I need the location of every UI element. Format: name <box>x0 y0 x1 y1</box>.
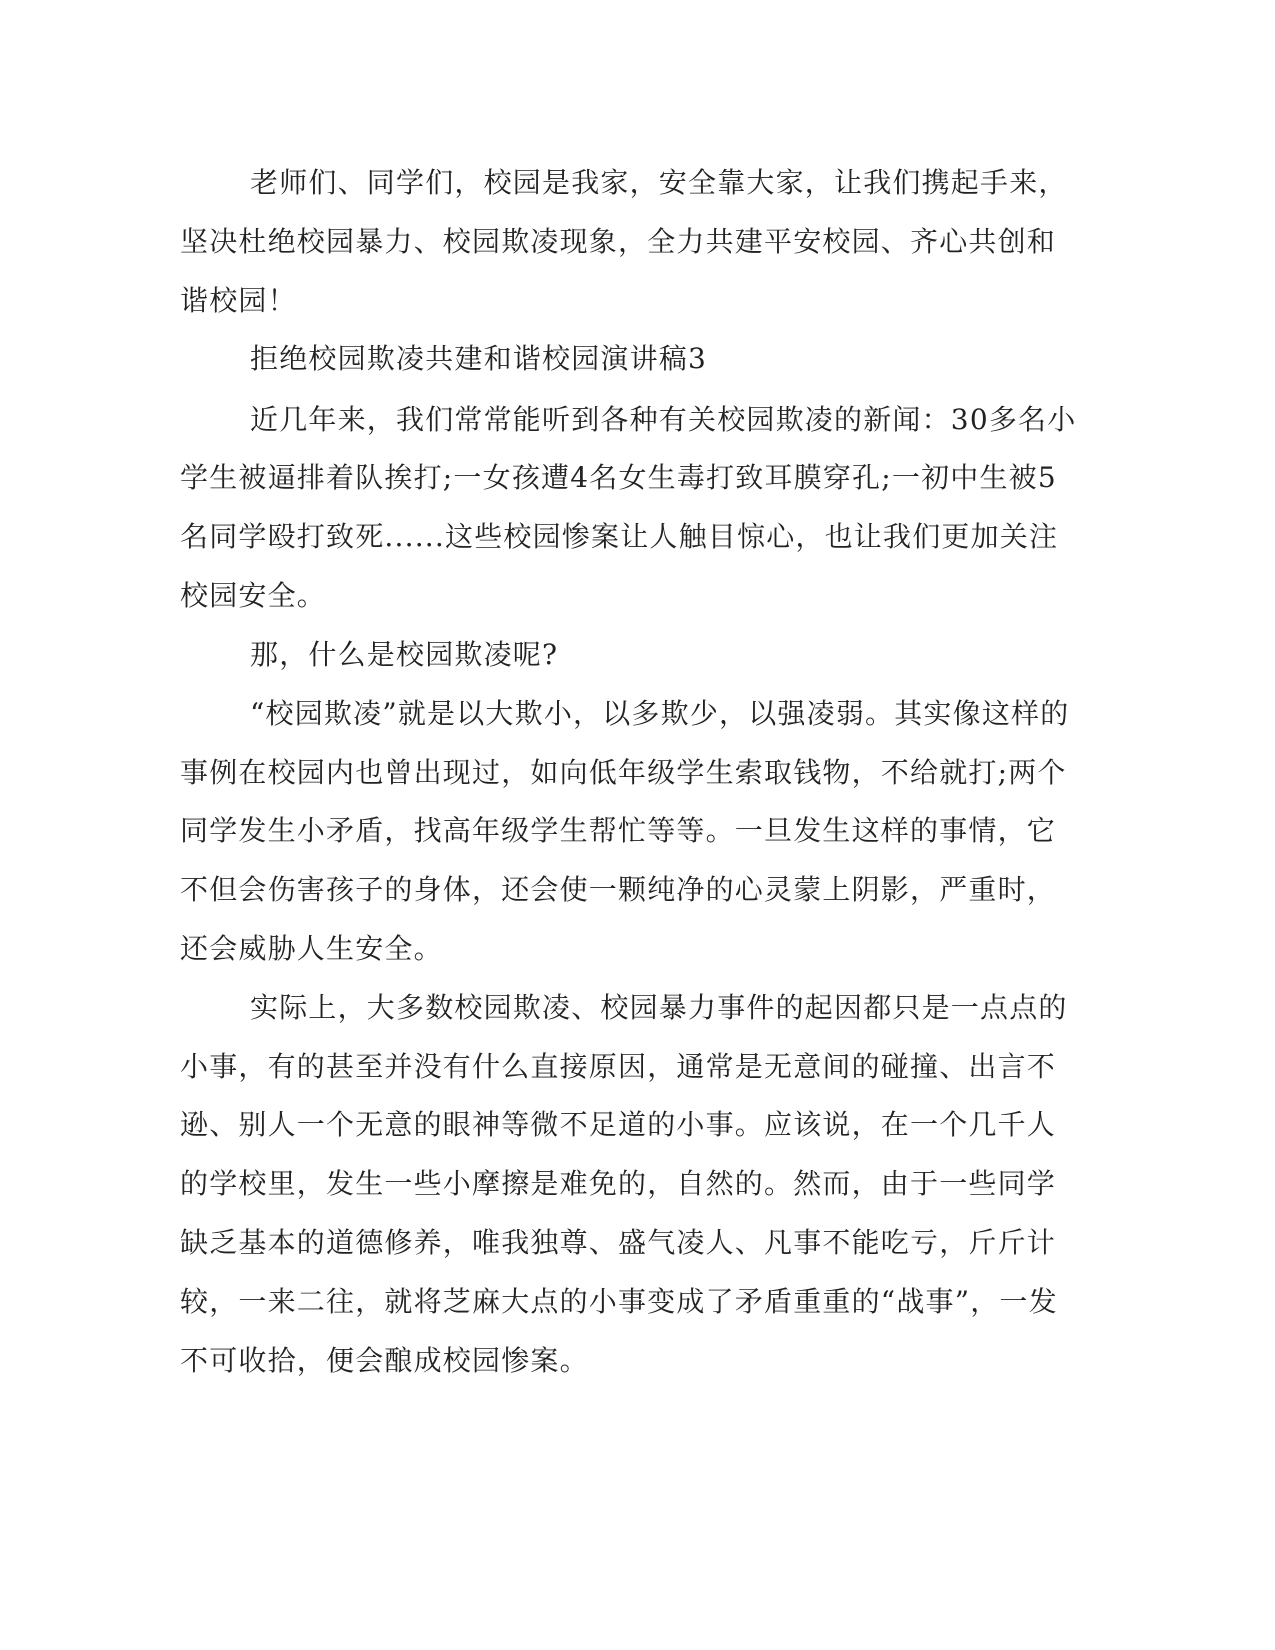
paragraph-4-line-1: “校园欺凌”就是以大欺小，以多欺少，以强凌弱。其实像这样的 <box>250 697 1070 730</box>
paragraph-5-line-1: 实际上，大多数校园欺凌、校园暴力事件的起因都只是一点点的 <box>250 991 1068 1024</box>
paragraph-1-line-1: 老师们、同学们，校园是我家，安全靠大家，让我们携起手来， <box>250 166 1068 199</box>
paragraph-5-line-4: 的学校里，发生一些小摩擦是难免的，自然的。然而，由于一些同学 <box>180 1167 1057 1200</box>
paragraph-2-line-3: 名同学殴打致死......这些校园惨案让人触目惊心，也让我们更加关注 <box>180 520 1059 553</box>
paragraph-5-line-7: 不可收拾，便会酿成校园惨案。 <box>180 1344 589 1377</box>
paragraph-4-line-2: 事例在校园内也曾出现过，如向低年级学生索取钱物，不给就打;两个 <box>180 756 1067 789</box>
paragraph-5-line-3: 逊、别人一个无意的眼神等微不足道的小事。应该说，在一个几千人 <box>180 1108 1057 1141</box>
paragraph-2-line-2: 学生被逼排着队挨打;一女孩遭4名女生毒打致耳膜穿孔;一初中生被5 <box>180 461 1057 494</box>
speech-heading: 拒绝校园欺凌共建和谐校园演讲稿3 <box>250 342 708 375</box>
paragraph-3-line-1: 那，什么是校园欺凌呢? <box>250 638 559 671</box>
paragraph-4-line-4: 不但会伤害孩子的身体，还会使一颗纯净的心灵蒙上阴影，严重时， <box>180 873 1057 906</box>
paragraph-5-line-6: 较，一来二往，就将芝麻大点的小事变成了矛盾重重的“战事”，一发 <box>180 1285 1058 1318</box>
paragraph-4-line-5: 还会威胁人生安全。 <box>180 932 443 965</box>
paragraph-1-line-2: 坚决杜绝校园暴力、校园欺凌现象，全力共建平安校园、齐心共创和 <box>180 225 1057 258</box>
paragraph-1-line-3: 谐校园！ <box>180 284 297 317</box>
paragraph-2-line-1: 近几年来，我们常常能听到各种有关校园欺凌的新闻：30多名小 <box>250 403 1077 436</box>
paragraph-4-line-3: 同学发生小矛盾，找高年级学生帮忙等等。一旦发生这样的事情，它 <box>180 814 1057 847</box>
paragraph-5-line-2: 小事，有的甚至并没有什么直接原因，通常是无意间的碰撞、出言不 <box>180 1050 1057 1083</box>
paragraph-5-line-5: 缺乏基本的道德修养，唯我独尊、盛气凌人、凡事不能吃亏，斤斤计 <box>180 1226 1057 1259</box>
paragraph-2-line-4: 校园安全。 <box>180 579 327 612</box>
